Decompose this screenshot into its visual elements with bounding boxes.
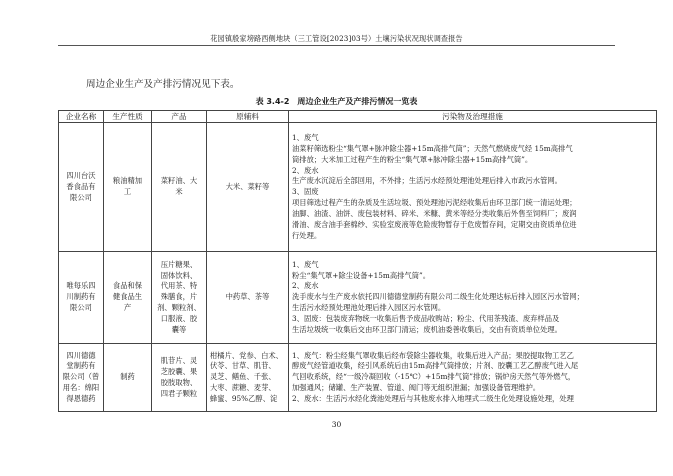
cell-text-line: 川制药有 — [66, 292, 96, 302]
cell-text-line: 粉尘“集气罩+除尘设备+15m高排气筒”。 — [292, 270, 431, 280]
cell-text-line: 代用茶、特 — [160, 281, 198, 291]
company-name-cell — [59, 252, 104, 344]
cell-text-line: 囊等 — [171, 325, 187, 335]
nature-cell — [104, 252, 152, 344]
header-cell: 原辅料 — [207, 111, 289, 123]
cell-text-line: 用名：绵阳 — [62, 383, 100, 393]
cell-text-line: 筒排放；大米加工过程产生的粉尘“集气罩+脉冲除尘器+15m高排气筒”。 — [292, 154, 533, 164]
table-row — [59, 123, 657, 252]
cell-text-line: 灵芝、鳝鱼、千张、 — [210, 372, 276, 382]
cell-text-line: 2、废水 — [292, 165, 319, 175]
cell-text-line: 得恩德药 — [66, 394, 96, 404]
cell-text-line: 口服液、胶 — [160, 314, 198, 324]
header-cell: 生产性质 — [104, 111, 152, 123]
cell-text-line: 行处理。 — [292, 231, 322, 241]
cell-text-line: 芝胶囊、果 — [160, 366, 198, 376]
company-name-cell — [59, 344, 104, 412]
cell-text-line: 限公司 — [70, 303, 92, 313]
cell-text-line: 限公司（曾 — [62, 372, 100, 382]
nature-cell — [104, 344, 152, 412]
cell-text-line: 固体饮料、 — [160, 270, 198, 280]
cell-text-line: 生产废水沉淀后全部回用，不外排；生活污水经预处理池处理后排入市政污水管网。 — [292, 176, 562, 186]
product-cell — [152, 344, 207, 412]
material-cell — [207, 123, 289, 252]
cell-text-line: 2、废水 — [292, 281, 319, 291]
header-cell: 污染物及治理措施 — [289, 111, 657, 123]
cell-text-line: 1、废气 — [292, 259, 319, 269]
cell-text-line: 粮油精加 — [112, 176, 143, 186]
company-name-cell — [59, 123, 104, 252]
cell-text-line: 蜂蜜、95%乙醇、淀 — [210, 394, 278, 404]
cell-text-line: 大枣、蔗糖、麦芽、 — [210, 383, 276, 393]
cell-text-line: 殊膳食，片 — [160, 292, 198, 302]
material-cell — [207, 344, 289, 412]
cell-text-line: 1、废气 — [292, 132, 319, 142]
cell-text-line: 四君子颗粒 — [160, 388, 198, 398]
measures-cell — [289, 123, 657, 252]
cell-text-line: 醇废气经管道收集，经引风系统后由15m高排气筒排放；片剂、胶囊工艺乙醇废气进入尾 — [292, 361, 579, 371]
cell-text-line: 四川德德 — [66, 350, 96, 360]
cell-text-line: 中药草、茶等 — [225, 292, 270, 302]
cell-text-line: 产 — [123, 303, 132, 313]
cell-text-line: 剂、颗粒剂、 — [157, 303, 201, 313]
product-cell — [152, 123, 207, 252]
cell-text-line: 滑油、废含油手套棉纱、实验室废液等危险废物暂存于危废暂存间，定期交由资质单位进 — [292, 220, 577, 230]
header-cell: 企业名称 — [59, 111, 104, 123]
table-header-row — [59, 111, 657, 123]
cell-text-line: 生活垃圾统一收集后交由环卫部门清运；废机油委善收集后，交由有资质单位处理。 — [292, 325, 562, 335]
cell-text-line: 制药 — [120, 372, 135, 382]
material-cell — [207, 252, 289, 344]
cell-text-line: 柑橘片、党参、白术、 — [210, 350, 283, 360]
cell-text-line: 米 — [175, 187, 183, 197]
cell-text-line: 项目筛选过程产生的杂质及生活垃圾、预处理池污泥经收集后由环卫部门统一清运处理； — [292, 198, 577, 208]
header-rule — [58, 45, 615, 46]
cell-text-line: 大米、菜籽等 — [225, 181, 270, 191]
page-number: 30 — [331, 420, 342, 429]
cell-text-line: 四川台沃 — [66, 170, 96, 180]
intro-paragraph: 周边企业生产及产排污情况见下表。 — [86, 79, 240, 90]
cell-text-line: 堂制药有 — [66, 361, 96, 371]
cell-text-line: 3、固废 — [292, 187, 319, 197]
cell-text-line: 气回收系统，经“一级冷凝回收（-15℃）+15m排气筒”排放；锅炉房天然气等外燃气， — [292, 372, 576, 382]
cell-text-line: 健食品生 — [112, 292, 143, 302]
cell-text-line: 洗手废水与生产废水依托四川德德堂制药有限公司二级生化处理达标后排入园区污水管网； — [292, 292, 584, 302]
cell-text-line: 肌苷片、灵 — [160, 356, 198, 366]
cell-text-line: 油菜籽筛选粉尘“集气罩+脉冲除尘器+15m高排气筒”；天然气燃烧废气经 15m高排气 — [292, 143, 573, 153]
enterprise-table — [58, 110, 657, 412]
cell-text-line: 限公司 — [70, 192, 92, 202]
table-row — [59, 344, 657, 412]
cell-text-line: 生活污水经预处理池处理后排入园区污水管网。 — [292, 303, 446, 313]
measures-cell — [289, 344, 657, 412]
header-cell: 产品 — [152, 111, 207, 123]
cell-text-line: 唯每乐四 — [66, 281, 96, 291]
product-cell — [152, 252, 207, 344]
measures-cell — [289, 252, 657, 344]
cell-text-line: 胶肢取物、 — [160, 377, 198, 387]
table-row — [59, 252, 657, 344]
cell-text-line: 压片糖果、 — [160, 259, 198, 269]
cell-text-line: 加强通风；储罐、生产装置、管道、阀门等无组织泄漏；加强设备管理维护。 — [292, 383, 541, 393]
table-caption: 表 3.4-2 周边企业生产及产排污情况一览表 — [255, 97, 418, 106]
cell-text-line: 工 — [123, 187, 132, 197]
report-header: 花园镇殷家塝路西侧地块（三工管设[2023]03号）土壤污染状况现状调查报告 — [210, 34, 463, 43]
cell-text-line: 3、固废：包装废弃物统一收集后售予废品收购站；粉尘、代用茶残渣、废弃样品及 — [292, 314, 560, 324]
cell-text-line: 油脚、油渣、油饼、废包装材料、碎米、米糠、黄米等经分类收集后外售至饲料厂；废润 — [292, 209, 577, 219]
cell-text-line: 香食品有 — [66, 181, 96, 191]
cell-text-line: 1、废气：粉尘经集气罩收集后经布袋除尘器收集，收集后进入产品；果胶提取物工艺乙 — [292, 350, 574, 360]
cell-text-line: 2、废水：生活污水经化粪池处理后与其他废水排入地埋式二级生化处理设施处理，处理 — [292, 394, 574, 404]
cell-text-line: 伏苓、甘草、肌苷、 — [210, 361, 276, 371]
nature-cell — [104, 123, 152, 252]
cell-text-line: 食品和保 — [112, 281, 143, 291]
cell-text-line: 菜籽油、大 — [160, 176, 198, 186]
